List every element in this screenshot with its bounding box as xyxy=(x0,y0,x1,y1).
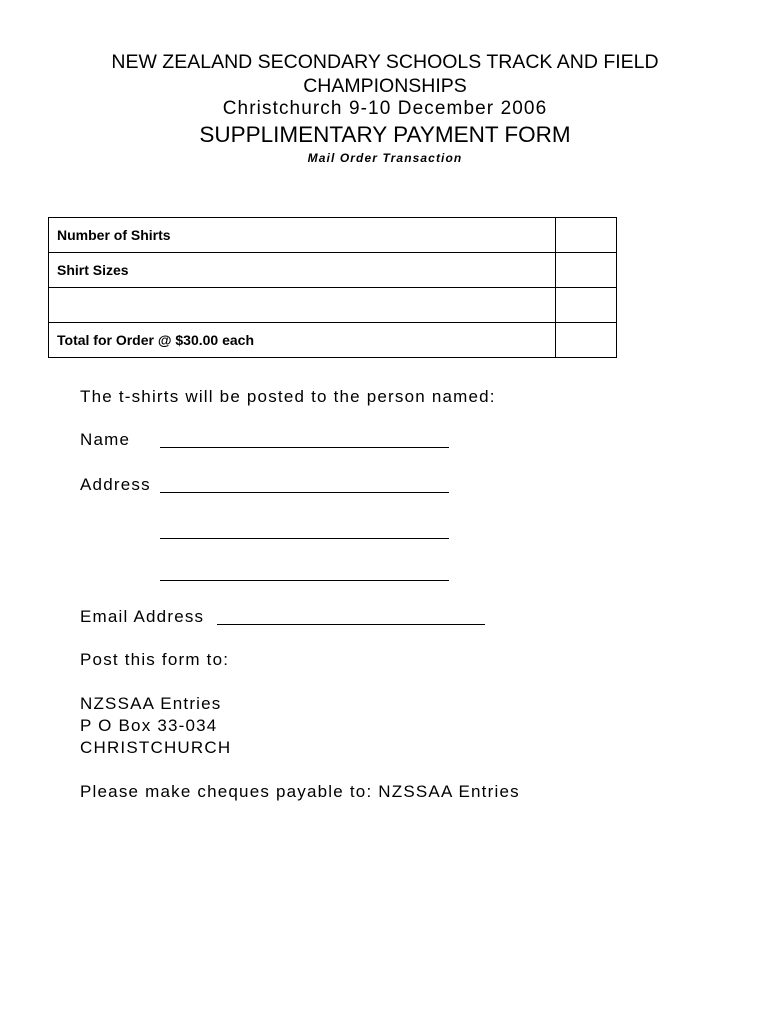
postal-recipient: NZSSAA Entries xyxy=(80,694,222,713)
form-title: SUPPLIMENTARY PAYMENT FORM xyxy=(199,122,571,147)
postal-intro: Post this form to: xyxy=(80,650,230,669)
form-type-label: Mail Order Transaction xyxy=(307,151,463,165)
order-table xyxy=(48,217,617,358)
blank-row-label[interactable] xyxy=(49,288,556,323)
championship-title-line1: NEW ZEALAND SECONDARY SCHOOLS TRACK AND FIELD xyxy=(111,51,659,73)
address-label: Address xyxy=(80,475,151,494)
number-of-shirts-label: Number of Shirts xyxy=(49,218,556,253)
email-label: Email Address xyxy=(80,607,205,626)
name-label: Name xyxy=(80,430,131,449)
table-row xyxy=(49,218,617,253)
shirt-sizes-field[interactable] xyxy=(556,253,617,288)
number-of-shirts-field[interactable] xyxy=(556,218,617,253)
order-total-field[interactable] xyxy=(556,323,617,358)
email-field[interactable] xyxy=(217,624,485,625)
championship-title-line2: CHAMPIONSHIPS xyxy=(303,75,467,97)
postal-city: CHRISTCHURCH xyxy=(80,738,232,757)
recipient-intro: The t-shirts will be posted to the person named: xyxy=(80,387,496,406)
address-field-line2[interactable] xyxy=(160,538,449,539)
event-date-location: Christchurch 9-10 December 2006 xyxy=(222,98,548,119)
blank-row-field[interactable] xyxy=(556,288,617,323)
payment-note: Please make cheques payable to: NZSSAA Entries xyxy=(80,782,520,801)
table-row xyxy=(49,253,617,288)
address-field-line1[interactable] xyxy=(160,492,449,493)
table-row xyxy=(49,288,617,323)
table-row xyxy=(49,323,617,358)
postal-box: P O Box 33-034 xyxy=(80,716,218,735)
order-total-label: Total for Order @ $30.00 each xyxy=(49,323,556,358)
name-field[interactable] xyxy=(160,447,449,448)
address-field-line3[interactable] xyxy=(160,580,449,581)
shirt-sizes-label: Shirt Sizes xyxy=(49,253,556,288)
